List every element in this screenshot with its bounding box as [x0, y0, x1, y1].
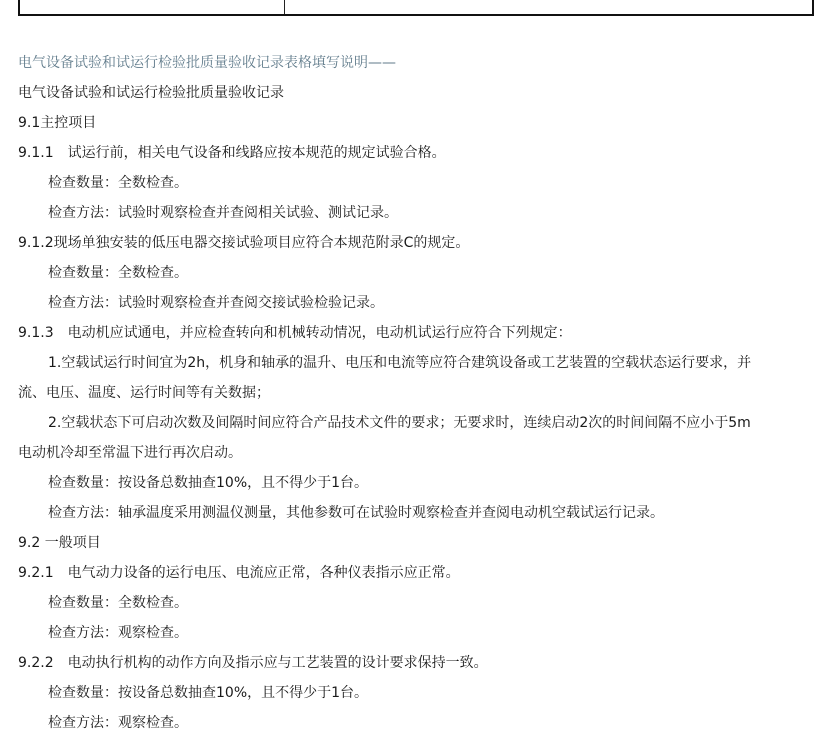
text-line: 检查方法：轴承温度采用测温仪测量，其他参数可在试验时观察检查并查阅电动机空载试运行记录。 — [48, 505, 664, 521]
text-line: 检查数量：按设备总数抽查10%，且不得少于1台。 — [48, 685, 369, 701]
document-body — [0, 48, 838, 738]
text-line: 9.2 一般项目 — [18, 535, 101, 551]
text-line: 9.1.2现场单独安装的低压电器交接试验项目应符合本规范附录C的规定。 — [18, 235, 470, 251]
text-line: 检查方法：观察检查。 — [48, 625, 188, 641]
table-column-divider — [284, 0, 285, 14]
table-fragment — [18, 0, 814, 16]
text-line: 9.1.3 电动机应试通电，并应检查转向和机械转动情况，电动机试运行应符合下列规定： — [18, 325, 572, 341]
text-line: 1.空载试运行时间宜为2h，机身和轴承的温升、电压和电流等应符合建筑设备或工艺装置的空载状态运行要求，并 — [48, 355, 752, 371]
text-line: 电动机冷却至常温下进行再次启动。 — [18, 445, 242, 461]
text-line: 检查方法：试验时观察检查并查阅交接试验检验记录。 — [48, 295, 384, 311]
text-line: 检查方法：试验时观察检查并查阅相关试验、测试记录。 — [48, 205, 398, 221]
text-line: 9.2.1 电气动力设备的运行电压、电流应正常，各种仪表指示应正常。 — [18, 565, 460, 581]
text-line: 检查数量：全数检查。 — [48, 265, 188, 281]
text-line: 流、电压、温度、运行时间等有关数据； — [18, 385, 270, 401]
text-line: 2.空载状态下可启动次数及间隔时间应符合产品技术文件的要求；无要求时，连续启动2次的时间间隔不应小于5m — [48, 415, 751, 431]
text-line: 9.2.2 电动执行机构的动作方向及指示应与工艺装置的设计要求保持一致。 — [18, 655, 488, 671]
text-line: 9.1.1 试运行前，相关电气设备和线路应按本规范的规定试验合格。 — [18, 145, 446, 161]
text-line: 9.1主控项目 — [18, 115, 97, 131]
text-line: 电气设备试验和试运行检验批质量验收记录 — [18, 85, 284, 101]
text-line: 检查数量：全数检查。 — [48, 595, 188, 611]
text-line: 检查数量：全数检查。 — [48, 175, 188, 191]
document-title: 电气设备试验和试运行检验批质量验收记录表格填写说明—— — [18, 55, 396, 71]
text-line: 检查数量：按设备总数抽查10%，且不得少于1台。 — [48, 475, 369, 491]
text-line: 检查方法：观察检查。 — [48, 715, 188, 731]
